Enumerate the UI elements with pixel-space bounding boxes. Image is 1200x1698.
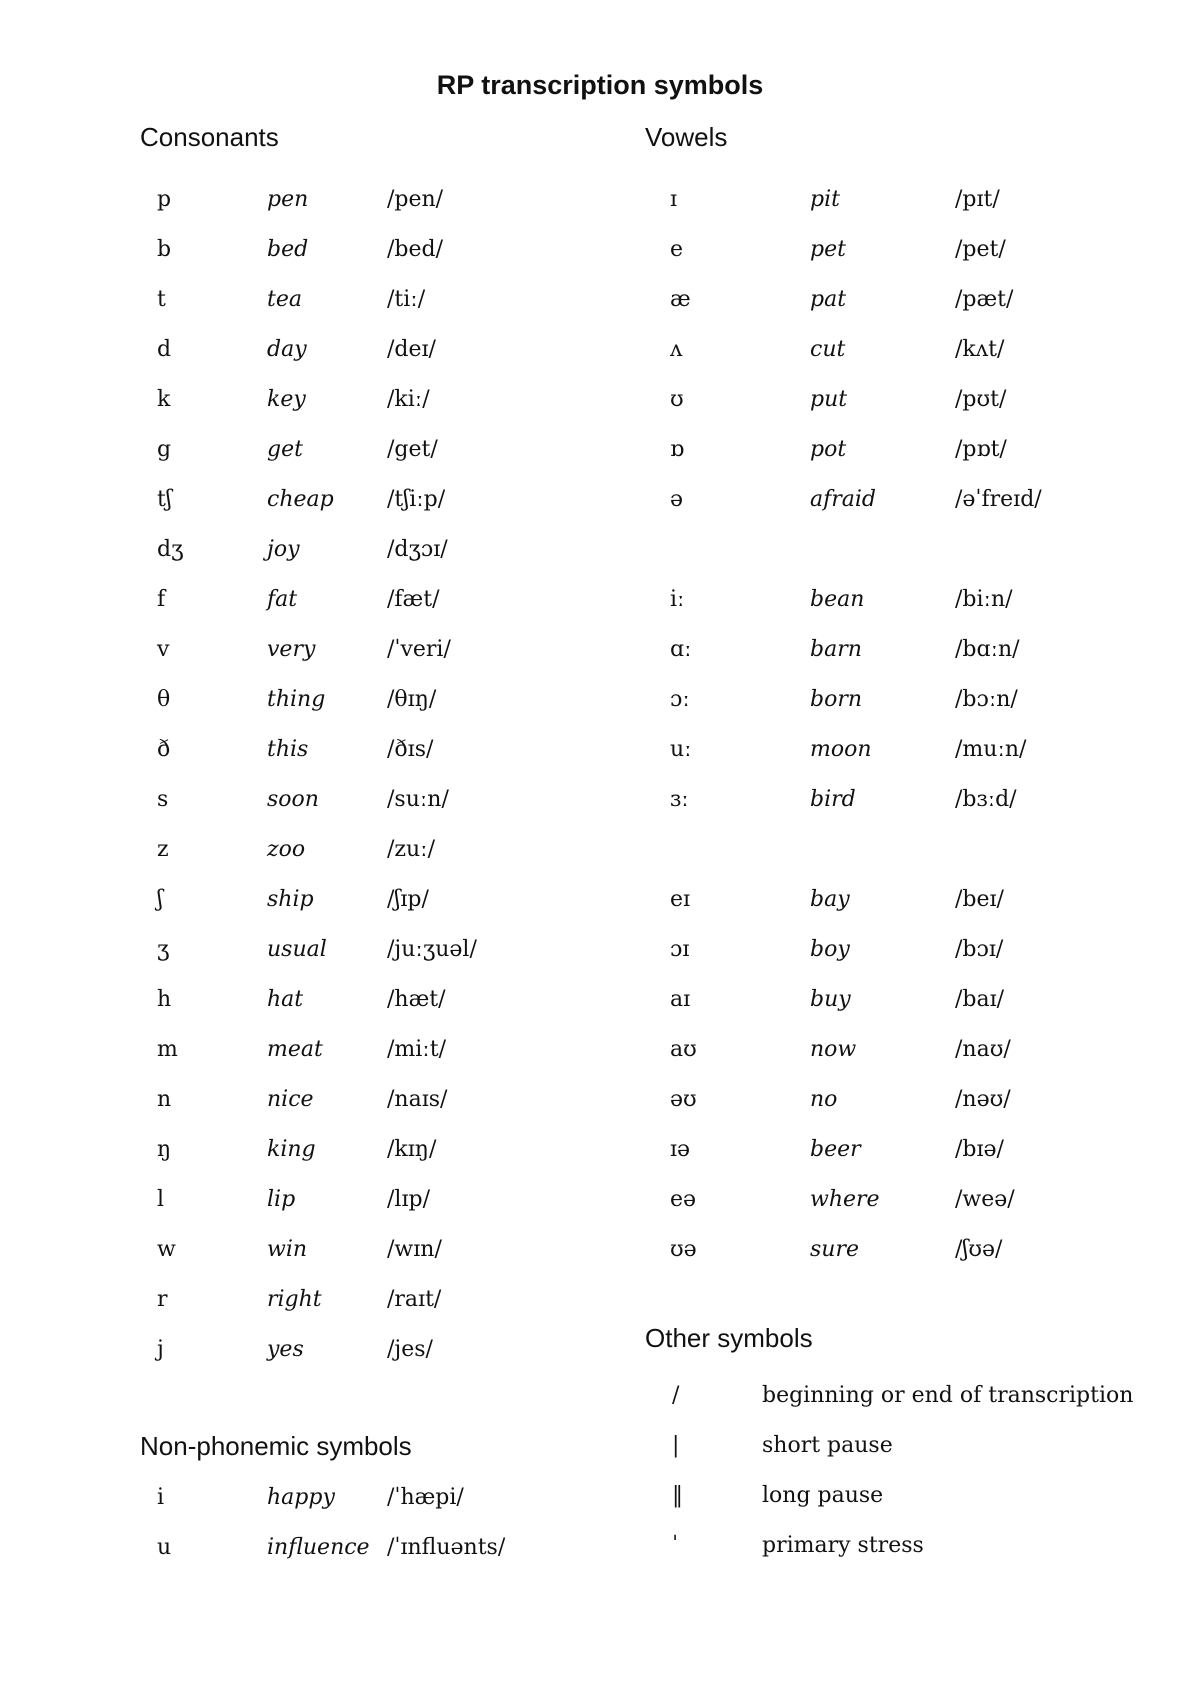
- symbol: ʊ: [670, 387, 684, 412]
- example-word: afraid: [810, 487, 877, 512]
- example-word: king: [267, 1137, 316, 1162]
- transcription: /jes/: [387, 1337, 433, 1362]
- symbol: /: [672, 1383, 680, 1408]
- transcription: /tʃiːp/: [387, 487, 446, 512]
- symbol: m: [157, 1037, 178, 1062]
- vowels-heading: Vowels: [645, 122, 728, 152]
- example-word: tea: [267, 287, 302, 312]
- transcription: /lɪp/: [387, 1187, 430, 1212]
- non-phonemic-heading: Non-phonemic symbols: [140, 1431, 412, 1461]
- example-word: lip: [267, 1187, 296, 1212]
- symbol: d: [157, 337, 172, 362]
- example-word: moon: [810, 737, 872, 762]
- symbol: z: [157, 837, 169, 862]
- transcription: /biːn/: [955, 587, 1013, 612]
- symbol: p: [157, 187, 172, 212]
- example-word: fat: [267, 587, 298, 612]
- example-word: bed: [267, 237, 309, 262]
- transcription: /naɪs/: [387, 1087, 448, 1112]
- symbol: eə: [670, 1187, 697, 1212]
- transcription: /fæt/: [387, 587, 440, 612]
- example-word: barn: [810, 637, 862, 662]
- symbol: n: [157, 1087, 172, 1112]
- example-word: buy: [810, 987, 851, 1012]
- symbol: b: [157, 237, 172, 262]
- symbol: əʊ: [670, 1087, 697, 1112]
- transcription: /tiː/: [387, 287, 426, 312]
- example-word: bird: [810, 787, 856, 812]
- symbol: ɔː: [670, 687, 690, 712]
- symbol: s: [157, 787, 169, 812]
- symbol: ɒ: [670, 437, 685, 462]
- symbol: iː: [670, 587, 685, 612]
- transcription: /get/: [387, 437, 438, 462]
- symbol: ʒ: [157, 937, 170, 962]
- example-word: soon: [267, 787, 319, 812]
- consonants-heading: Consonants: [140, 122, 279, 152]
- transcription: /kɪŋ/: [387, 1137, 437, 1162]
- symbol: ʃ: [157, 887, 163, 912]
- symbol: ʊə: [670, 1237, 697, 1262]
- transcription: /kʌt/: [955, 337, 1005, 362]
- example-word: thing: [267, 687, 326, 712]
- transcription: /θɪŋ/: [387, 687, 437, 712]
- transcription: /baɪ/: [955, 987, 1005, 1012]
- symbol: dʒ: [157, 537, 184, 562]
- transcription: /pɪt/: [955, 187, 1000, 212]
- symbol: aɪ: [670, 987, 691, 1012]
- example-word: born: [810, 687, 863, 712]
- example-word: day: [267, 337, 307, 362]
- transcription: /pet/: [955, 237, 1006, 262]
- example-word: beer: [810, 1137, 861, 1162]
- symbol: ŋ: [157, 1137, 172, 1162]
- example-word: ship: [267, 887, 314, 912]
- transcription: /suːn/: [387, 787, 449, 812]
- transcription: /weə/: [955, 1187, 1015, 1212]
- transcription: /bɜːd/: [955, 787, 1017, 812]
- symbol: ə: [670, 487, 684, 512]
- example-word: influence: [267, 1535, 370, 1560]
- transcription: /ðɪs/: [387, 737, 434, 762]
- example-word: right: [267, 1287, 322, 1312]
- transcription: /ʃɪp/: [387, 887, 429, 912]
- example-word: pot: [810, 437, 847, 462]
- symbol: θ: [157, 687, 171, 712]
- symbol: r: [157, 1287, 168, 1312]
- example-word: boy: [810, 937, 850, 962]
- transcription: /bɪə/: [955, 1137, 1004, 1162]
- symbol: j: [157, 1337, 164, 1362]
- symbol: ‖: [672, 1483, 683, 1508]
- symbol-description: beginning or end of transcription: [762, 1383, 1134, 1408]
- example-word: usual: [267, 937, 327, 962]
- symbol: ɜː: [670, 787, 689, 812]
- example-word: very: [267, 637, 316, 662]
- symbol: ˈ: [672, 1533, 679, 1558]
- example-word: bean: [810, 587, 865, 612]
- example-word: nice: [267, 1087, 314, 1112]
- symbol: v: [157, 637, 170, 662]
- transcription: /kiː/: [387, 387, 430, 412]
- transcription: /bɔɪ/: [955, 937, 1004, 962]
- symbol: h: [157, 987, 172, 1012]
- example-word: pen: [267, 187, 309, 212]
- example-word: zoo: [267, 837, 306, 862]
- symbol: |: [672, 1433, 680, 1458]
- transcription: /nəʊ/: [955, 1087, 1011, 1112]
- example-word: joy: [267, 537, 300, 562]
- example-word: sure: [810, 1237, 859, 1262]
- example-word: this: [267, 737, 309, 762]
- example-word: bay: [810, 887, 850, 912]
- example-word: hat: [267, 987, 304, 1012]
- transcription: /miːt/: [387, 1037, 446, 1062]
- symbol: u: [157, 1535, 172, 1560]
- example-word: pit: [810, 187, 840, 212]
- example-word: cheap: [267, 487, 334, 512]
- symbol: tʃ: [157, 487, 172, 512]
- example-word: pat: [810, 287, 847, 312]
- transcription: /naʊ/: [955, 1037, 1011, 1062]
- transcription: /ˈhæpi/: [387, 1485, 464, 1510]
- symbol: k: [157, 387, 171, 412]
- symbol: eɪ: [670, 887, 691, 912]
- transcription: /wɪn/: [387, 1237, 442, 1262]
- other-symbols-heading: Other symbols: [645, 1323, 813, 1353]
- symbol: f: [157, 587, 166, 612]
- example-word: pet: [810, 237, 846, 262]
- transcription: /pɒt/: [955, 437, 1007, 462]
- page-title: RP transcription symbols: [436, 70, 764, 100]
- example-word: meat: [267, 1037, 323, 1062]
- transcription: /deɪ/: [387, 337, 436, 362]
- symbol: ɪ: [670, 187, 678, 212]
- symbol: aʊ: [670, 1037, 697, 1062]
- transcription: /muːn/: [955, 737, 1027, 762]
- example-word: win: [267, 1237, 308, 1262]
- symbol: w: [157, 1237, 176, 1262]
- symbol: t: [157, 287, 166, 312]
- symbol: i: [157, 1485, 165, 1510]
- transcription: /beɪ/: [955, 887, 1004, 912]
- transcription: /hæt/: [387, 987, 446, 1012]
- transcription: /bɑːn/: [955, 637, 1020, 662]
- symbol: ð: [157, 737, 171, 762]
- symbol: ʌ: [670, 337, 683, 362]
- example-word: key: [267, 387, 306, 412]
- symbol: æ: [670, 287, 691, 312]
- transcription: /bɔːn/: [955, 687, 1018, 712]
- symbol-description: primary stress: [762, 1533, 924, 1558]
- symbol-description: long pause: [762, 1483, 884, 1508]
- transcription: /raɪt/: [387, 1287, 442, 1312]
- symbol: l: [157, 1187, 165, 1212]
- example-word: no: [810, 1087, 838, 1112]
- transcription: /juːʒuəl/: [387, 937, 477, 962]
- symbol: e: [670, 237, 684, 262]
- example-word: now: [810, 1037, 857, 1062]
- example-word: put: [810, 387, 848, 412]
- transcription: /pʊt/: [955, 387, 1007, 412]
- transcription: /ʃʊə/: [955, 1237, 1003, 1262]
- transcription: /əˈfreɪd/: [955, 487, 1042, 512]
- symbol: ɔɪ: [670, 937, 690, 962]
- symbol-description: short pause: [762, 1433, 893, 1458]
- symbol: ɑː: [670, 637, 692, 662]
- transcription: /pæt/: [955, 287, 1014, 312]
- example-word: yes: [267, 1337, 304, 1362]
- symbol: uː: [670, 737, 692, 762]
- transcription: /ˈɪnfluənts/: [387, 1535, 506, 1560]
- transcription: /zuː/: [387, 837, 435, 862]
- transcription: /ˈveri/: [387, 637, 451, 662]
- transcription: /dʒɔɪ/: [387, 537, 448, 562]
- symbol: ɪə: [670, 1137, 691, 1162]
- example-word: cut: [810, 337, 846, 362]
- transcription: /bed/: [387, 237, 444, 262]
- example-word: where: [810, 1187, 880, 1212]
- example-word: get: [267, 437, 303, 462]
- symbol: g: [157, 437, 172, 462]
- transcription: /pen/: [387, 187, 444, 212]
- example-word: happy: [267, 1485, 335, 1510]
